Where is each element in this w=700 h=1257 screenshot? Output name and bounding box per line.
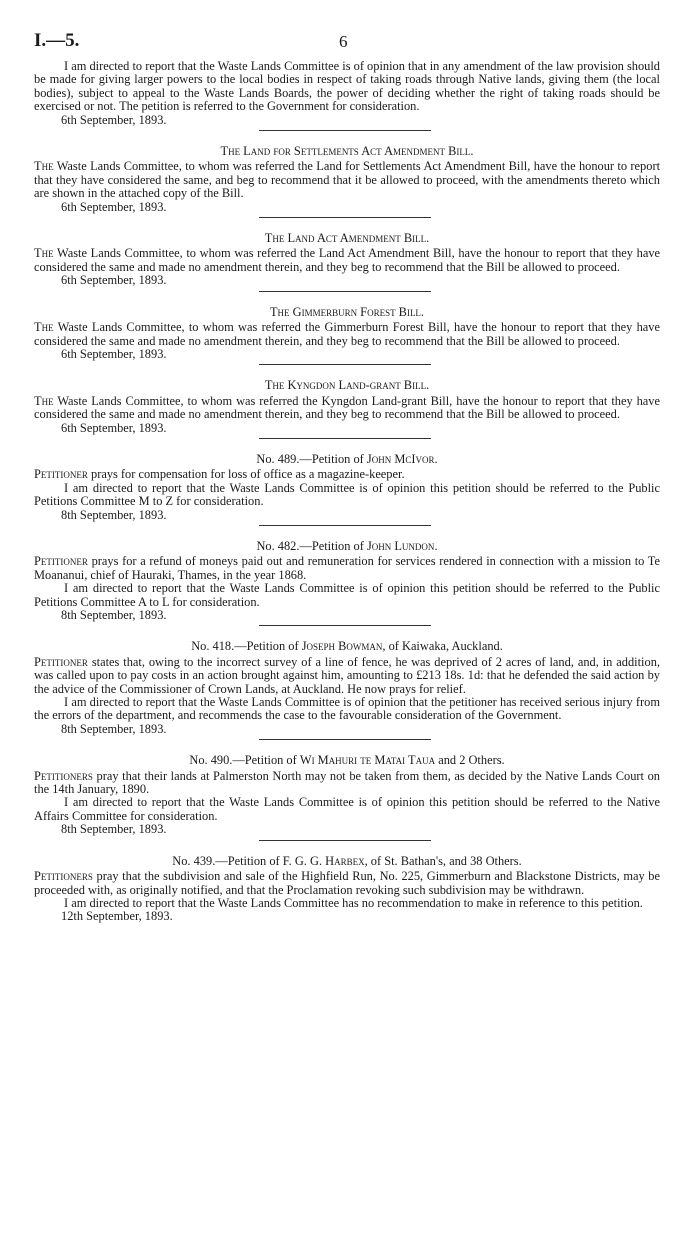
petition-section: [34, 640, 660, 740]
bill-text: Waste Lands Committee, to whom was referred the Gimmerburn Forest Bill, have the honour to report that they have considered the same and made no amendment therein, and they beg to recommend that the Bill be allowed to proceed.: [34, 320, 661, 348]
section-divider: [259, 291, 431, 292]
bill-date: 6th September, 1893.: [61, 199, 167, 214]
petition-lead: Petitioners: [34, 768, 93, 783]
petition-title-suffix: and 2 Others.: [435, 753, 505, 768]
petitioner-name: Joseph Bowman: [301, 639, 383, 654]
document-reference: I.—5.: [34, 30, 80, 51]
bill-title: The Kyngdon Land-grant Bill.: [264, 378, 430, 393]
petition-title: [34, 855, 660, 868]
petition-number: No. 490.—Petition of: [189, 753, 297, 768]
bill-lead: The: [34, 246, 54, 261]
bill-lead: The: [34, 320, 54, 335]
petition-number: No. 482.—Petition of: [256, 538, 364, 553]
petition-report: I am directed to report that the Waste Lands Committee has no recommendation to make in reference to this petition.: [64, 895, 643, 910]
bill-section: [34, 145, 660, 218]
petitioner-name: John Lundon: [366, 538, 435, 553]
page-number: 6: [339, 32, 348, 51]
petition-date: 8th September, 1893.: [61, 507, 167, 522]
section-divider: [259, 217, 431, 218]
page-header: [34, 30, 660, 60]
petition-report: I am directed to report that the Waste Lands Committee is of opinion this petition should be referred to the Native Affairs Committee for consideration.: [34, 795, 660, 823]
bill-title: The Land for Settlements Act Amendment Bill.: [220, 144, 474, 159]
bill-date: 6th September, 1893.: [61, 420, 167, 435]
petition-section: [34, 754, 660, 840]
petition-number: No. 418.—Petition of: [191, 639, 299, 654]
petition-lead: Petitioners: [34, 869, 93, 884]
bill-text: Waste Lands Committee, to whom was referred the Land Act Amendment Bill, have the honour to report that they have considered the same and made no amendment therein, and they beg to recommend that the Bill be allowed to proceed.: [34, 246, 661, 274]
bill-paragraph: [34, 160, 660, 200]
document-page: [34, 30, 660, 924]
petitioner-name: John McIvor: [366, 451, 435, 466]
petition-report: I am directed to report that the Waste Lands Committee is of opinion this petition should be referred to the Public Petitions Committee M to Z for consideration.: [34, 480, 660, 509]
bill-paragraph: [34, 395, 660, 422]
petition-prayer-text: prays for a refund of moneys paid out and remuneration for services rendered in connection with a mission to Te Moananui, chief of Hauraki, Thames, in the year 1868.: [34, 554, 660, 582]
petitioner-name: Harbex: [325, 853, 365, 868]
petition-lead: Petitioner: [34, 467, 88, 482]
petition-section: [34, 855, 660, 924]
petition-date: 12th September, 1893.: [61, 909, 173, 924]
petition-lead: Petitioner: [34, 554, 88, 569]
petition-date: 8th September, 1893.: [61, 822, 167, 837]
petition-number: No. 439.—Petition of F. G. G.: [172, 853, 323, 868]
section-divider: [259, 625, 431, 626]
petition-section: [34, 540, 660, 626]
petition-date: 8th September, 1893.: [61, 608, 167, 622]
petition-title: [34, 453, 660, 466]
petition-lead: Petitioner: [34, 654, 88, 669]
bill-title: The Gimmerburn Forest Bill.: [269, 304, 425, 319]
bill-lead: The: [34, 159, 54, 174]
section-divider: [259, 438, 431, 439]
petition-title: [34, 754, 660, 767]
petition-prayer: [34, 468, 660, 481]
petition-date: 8th September, 1893.: [61, 721, 167, 736]
bill-title: The Land Act Amendment Bill.: [264, 231, 430, 246]
bill-section: [34, 306, 660, 366]
bill-lead: The: [34, 393, 54, 408]
petition-title: [34, 540, 660, 553]
petition-title-suffix: , of Kaiwaka, Auckland.: [382, 639, 503, 654]
petition-prayer: [34, 770, 660, 797]
section-divider: [259, 739, 431, 740]
bill-text: Waste Lands Committee, to whom was referred the Land for Settlements Act Amendment Bill, have the honour to report that they have considered the same, and beg to recommend that it be allowed to proceed, with the amendments thereto which are shown in the attached copy of the Bill.: [34, 159, 661, 201]
petition-title: [34, 640, 660, 653]
section-divider: [259, 525, 431, 526]
petition-report: I am directed to report that the Waste Lands Committee is of opinion that the petitioner has received serious injury from the errors of the department, and recommends the case to the favourable consideration of the Government.: [34, 695, 660, 723]
petition-title-suffix: , of St. Bathan's, and 38 Others.: [364, 853, 522, 868]
section-divider: [259, 840, 431, 841]
intro-paragraph: I am directed to report that the Waste Lands Committee is of opinion that in any amendment of the law provision should be made for giving larger powers to the local bodies in respect of taking roads through Native lands, giving them (the local bodies), subject to appeal to the Waste Lands Boards, the power of deciding whether the right of taking roads should be exercised or not. The petition is referred to the Government for consideration.: [34, 59, 660, 114]
petitioner-name: Wi Mahuri te Matai Taua: [299, 753, 436, 768]
petition-prayer-text: states that, owing to the incorrect survey of a line of fence, he was deprived of 2 acres of land, and, in addition, was called upon to pay costs in an action brought against him, amounting to £213 18s. 1d: that he defended the said action by the advice of the Commissioner of Crown Lands, at Auckland. He now prays for relief.: [34, 654, 660, 696]
bill-paragraph: [34, 247, 660, 274]
petition-prayer-text: pray that their lands at Palmerston North may not be taken from them, as decided by the Native Lands Court on the 14th January, 1890.: [34, 768, 660, 797]
petition-prayer: [34, 555, 660, 582]
bill-text: Waste Lands Committee, to whom was referred the Kyngdon Land-grant Bill, have the honour to report that they have considered the same and made no amendment therein, and they beg to recommend that the Bill be allowed to proceed.: [34, 393, 660, 422]
intro-date: 6th September, 1893.: [61, 112, 167, 127]
bill-section: [34, 232, 660, 292]
petition-section: [34, 453, 660, 526]
section-divider: [259, 364, 431, 365]
petition-report: I am directed to report that the Waste Lands Committee is of opinion this petition should be referred to the Public Petitions Committee A to L for consideration.: [34, 581, 660, 609]
petition-prayer: [34, 870, 660, 897]
bill-paragraph: [34, 321, 660, 348]
petition-title-suffix: .: [434, 451, 438, 466]
petition-title-suffix: .: [434, 538, 438, 553]
intro-section: [34, 60, 660, 131]
petition-prayer-text: pray that the subdivision and sale of the Highfield Run, No. 225, Gimmerburn and Blackstone Districts, may be proceeded with, as originally notified, and that the Proclamation revoking such subdivision may be withdrawn.: [34, 869, 660, 897]
petition-prayer-text: prays for compensation for loss of office as a magazine-keeper.: [91, 467, 405, 482]
petition-number: No. 489.—Petition of: [256, 451, 364, 466]
petition-prayer: [34, 656, 660, 696]
bill-date: 6th September, 1893.: [61, 346, 167, 361]
section-divider: [259, 130, 431, 131]
bill-date: 6th September, 1893.: [61, 273, 167, 288]
bill-section: [34, 379, 660, 439]
